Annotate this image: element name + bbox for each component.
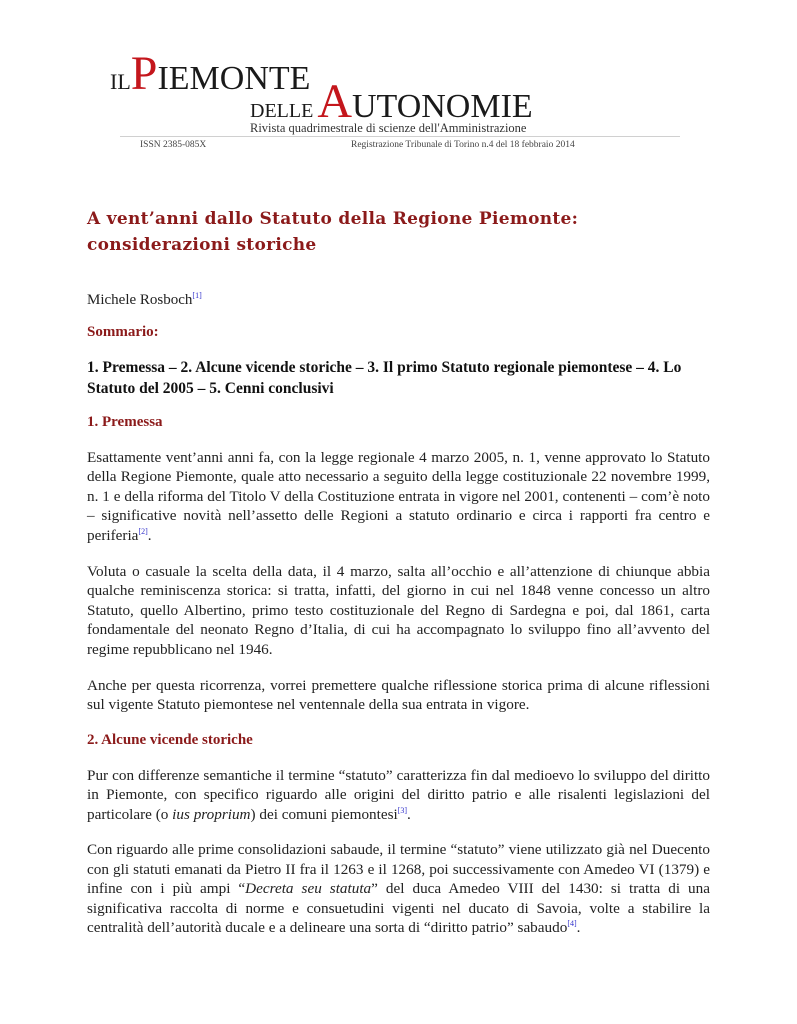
logo-piemonte-rest: IEMONTE <box>157 60 311 97</box>
registration-info: Registrazione Tribunale di Torino n.4 del 18 febbraio 2014 <box>351 140 575 150</box>
section-heading-vicende-storiche: 2. Alcune vicende storiche <box>87 732 253 749</box>
paragraph-text: Esattamente vent’anni anni fa, con la legge regionale 4 marzo 2005, n. 1, venne approvato lo Statuto della Regione Piemonte, quale atto necessario a seguito della legge costituzionale 22 novembre 1999, n. 1 e della riforma del Titolo V della Costituzione entrata in vigore nel 2001, contenenti – com’è noto – significative novità nell’assetto delle Regioni a statuto ordinario e circa i rapporti fra centro e periferia <box>87 449 710 544</box>
paragraph-end: . <box>147 526 152 544</box>
logo-delle: DELLE <box>250 100 314 122</box>
italic-term: ius proprium <box>172 805 251 823</box>
paragraph-end: . <box>576 918 581 936</box>
footnote-link-4[interactable]: [4] <box>567 918 577 928</box>
sommario-contents: 1. Premessa – 2. Alcune vicende storiche – 3. Il primo Statuto regionale piemontese – 4. Lo Statuto del 2005 – 5. Cenni conclusivi <box>87 359 682 397</box>
article-body <box>87 206 710 953</box>
paragraph-end: . <box>407 805 411 823</box>
footnote-link-1[interactable]: [1] <box>192 291 202 300</box>
paragraph-text: Pur con differenze semantiche il termine “statuto” caratterizza fin dal medioevo lo sviluppo del diritto in Piemonte, con specifico riguardo alle origini del diritto patrio e alle risalenti legislazioni del particolare (o <box>87 767 710 823</box>
paragraph <box>87 448 710 545</box>
paragraph-text: ) dei comuni piemontesi <box>250 805 398 823</box>
paragraph: Anche per questa ricorrenza, vorrei premettere qualche riflessione storica prima di alcune riflessioni sul vigente Statuto piemontese nel ventennale della sua entrata in vigore. <box>87 677 710 714</box>
masthead-divider <box>120 136 680 137</box>
issn-number: ISSN 2385-085X <box>140 140 207 150</box>
footnote-link-3[interactable]: [3] <box>397 805 408 815</box>
paragraph-text: Con riguardo alle prime consolidazioni sabaude, il termine “statuto” viene utilizzato già nel Duecento con gli statuti emanati da Pietro II fra il 1263 e il 1268, poi successivamente con Amedeo VI (1379) e infine con i più ampi “ <box>87 841 710 898</box>
journal-tagline: Rivista quadrimestrale di scienze dell'Amministrazione <box>250 121 527 135</box>
paragraph <box>87 840 710 937</box>
paragraph: Voluta o casuale la scelta della data, il 4 marzo, salta all’occhio e all’attenzione di chiunque abbia qualche reminiscenza storica: si tratta, infatti, del giorno in cui nel 1848 venne concesso un altro Statuto, quello Albertino, primo testo costituzionale del Regno di Sardegna e poi, dal 1861, carta fondamentale del neonato Regno d’Italia, di cui ha accompagnato lo sviluppo fino all’avvento del regime repubblicano nel 1946. <box>87 563 710 658</box>
section-heading-premessa: 1. Premessa <box>87 414 163 430</box>
logo-autonomie-initial: A <box>317 75 352 128</box>
paragraph <box>87 766 710 824</box>
logo-autonomie-rest: UTONOMIE <box>351 88 533 125</box>
article-title: A vent’anni dallo Statuto della Regione Piemonte: considerazioni storiche <box>87 209 579 255</box>
paragraph-text: ” del duca Amedeo VIII del 1430: si tratta di una significativa raccolta di norme e consuetudini vigenti nel ducato di Savoia, volte a stabilire la centralità dell’autorità ducale e a delineare una sorta di “diritto patrio” sabaudo <box>87 880 710 936</box>
italic-term: Decreta seu statuta <box>245 880 372 898</box>
article-author <box>87 291 710 309</box>
sommario-label: Sommario: <box>87 324 159 340</box>
author-name: Michele Rosboch <box>87 292 193 308</box>
logo-il: IL <box>110 69 131 94</box>
journal-masthead <box>110 47 670 160</box>
footnote-link-2[interactable]: [2] <box>138 526 148 536</box>
logo-piemonte-initial: P <box>130 47 158 100</box>
